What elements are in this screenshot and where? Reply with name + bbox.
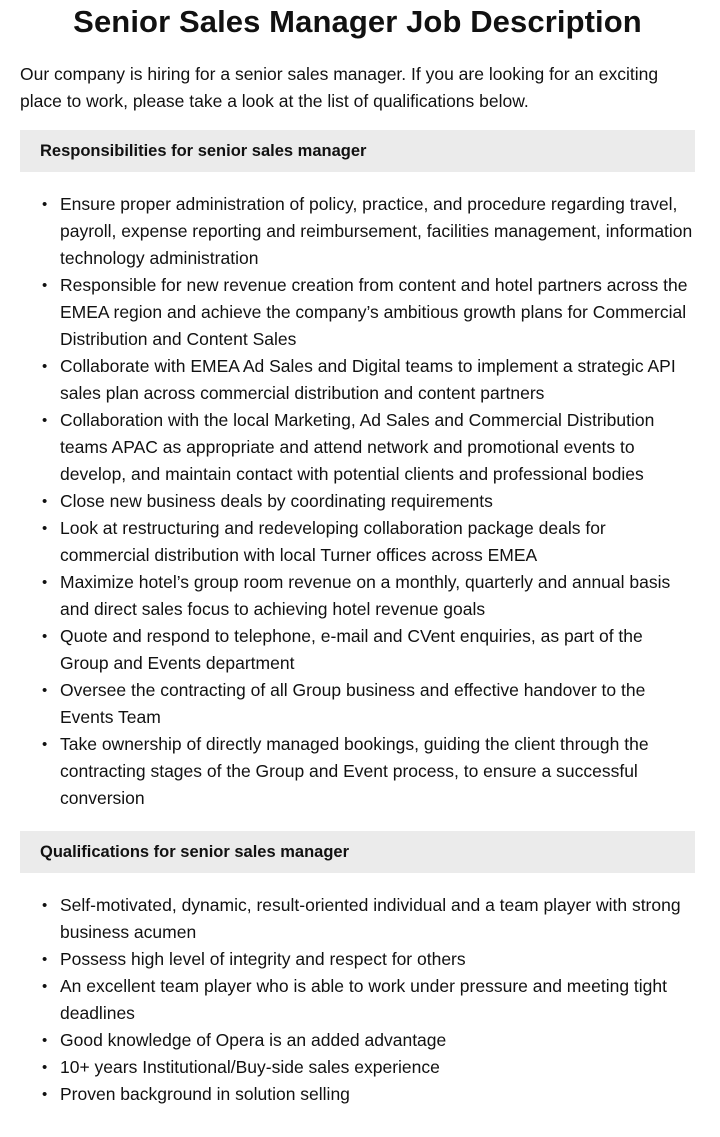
bullet-icon: • [42,1086,48,1103]
list-item: • Quote and respond to telephone, e-mail and CVent enquiries, as part of the Group and Events department [60,623,695,677]
list-item: • Ensure proper administration of policy, practice, and procedure regarding travel, payroll, expense reporting and reimbursement, facilities management, information technology administration [60,191,695,272]
qualifications-heading: Qualifications for senior sales manager [20,831,695,873]
list-item: • Look at restructuring and redeveloping collaboration package deals for commercial distribution with local Turner offices across EMEA [60,515,695,569]
bullet-icon: • [42,358,48,375]
list-item: • Collaborate with EMEA Ad Sales and Digital teams to implement a strategic API sales plan across commercial distribution and content partners [60,353,695,407]
bullet-icon: • [42,1032,48,1049]
page-title: Senior Sales Manager Job Description [73,4,642,39]
bullet-icon: • [42,196,48,213]
responsibilities-heading: Responsibilities for senior sales manager [20,130,695,172]
list-item: • 10+ years Institutional/Buy-side sales experience [60,1054,695,1081]
list-item: • Oversee the contracting of all Group business and effective handover to the Events Team [60,677,695,731]
list-item: • Self-motivated, dynamic, result-oriented individual and a team player with strong business acumen [60,892,695,946]
bullet-icon: • [42,493,48,510]
list-item: • Proven background in solution selling [60,1081,695,1108]
list-item: • An excellent team player who is able to work under pressure and meeting tight deadlines [60,973,695,1027]
bullet-icon: • [42,574,48,591]
bullet-icon: • [42,951,48,968]
bullet-icon: • [42,277,48,294]
bullet-icon: • [42,736,48,753]
list-item: • Collaboration with the local Marketing, Ad Sales and Commercial Distribution teams APAC as appropriate and attend network and promotional events to develop, and maintain contact with potential clients and professional bodies [60,407,695,488]
bullet-icon: • [42,412,48,429]
bullet-icon: • [42,520,48,537]
bullet-icon: • [42,897,48,914]
bullet-icon: • [42,682,48,699]
bullet-icon: • [42,628,48,645]
list-item: • Good knowledge of Opera is an added advantage [60,1027,695,1054]
list-item: • Possess high level of integrity and respect for others [60,946,695,973]
responsibilities-list [20,191,695,812]
intro-paragraph: Our company is hiring for a senior sales manager. If you are looking for an exciting place to work, please take a look at the list of qualifications below. [20,64,659,111]
list-item: • Close new business deals by coordinating requirements [60,488,695,515]
list-item: • Take ownership of directly managed bookings, guiding the client through the contracting stages of the Group and Event process, to ensure a successful conversion [60,731,695,812]
list-item: • Maximize hotel’s group room revenue on a monthly, quarterly and annual basis and direct sales focus to achieving hotel revenue goals [60,569,695,623]
bullet-icon: • [42,978,48,995]
qualifications-list [20,892,695,1108]
bullet-icon: • [42,1059,48,1076]
list-item: • Responsible for new revenue creation from content and hotel partners across the EMEA region and achieve the company’s ambitious growth plans for Commercial Distribution and Content Sales [60,272,695,353]
